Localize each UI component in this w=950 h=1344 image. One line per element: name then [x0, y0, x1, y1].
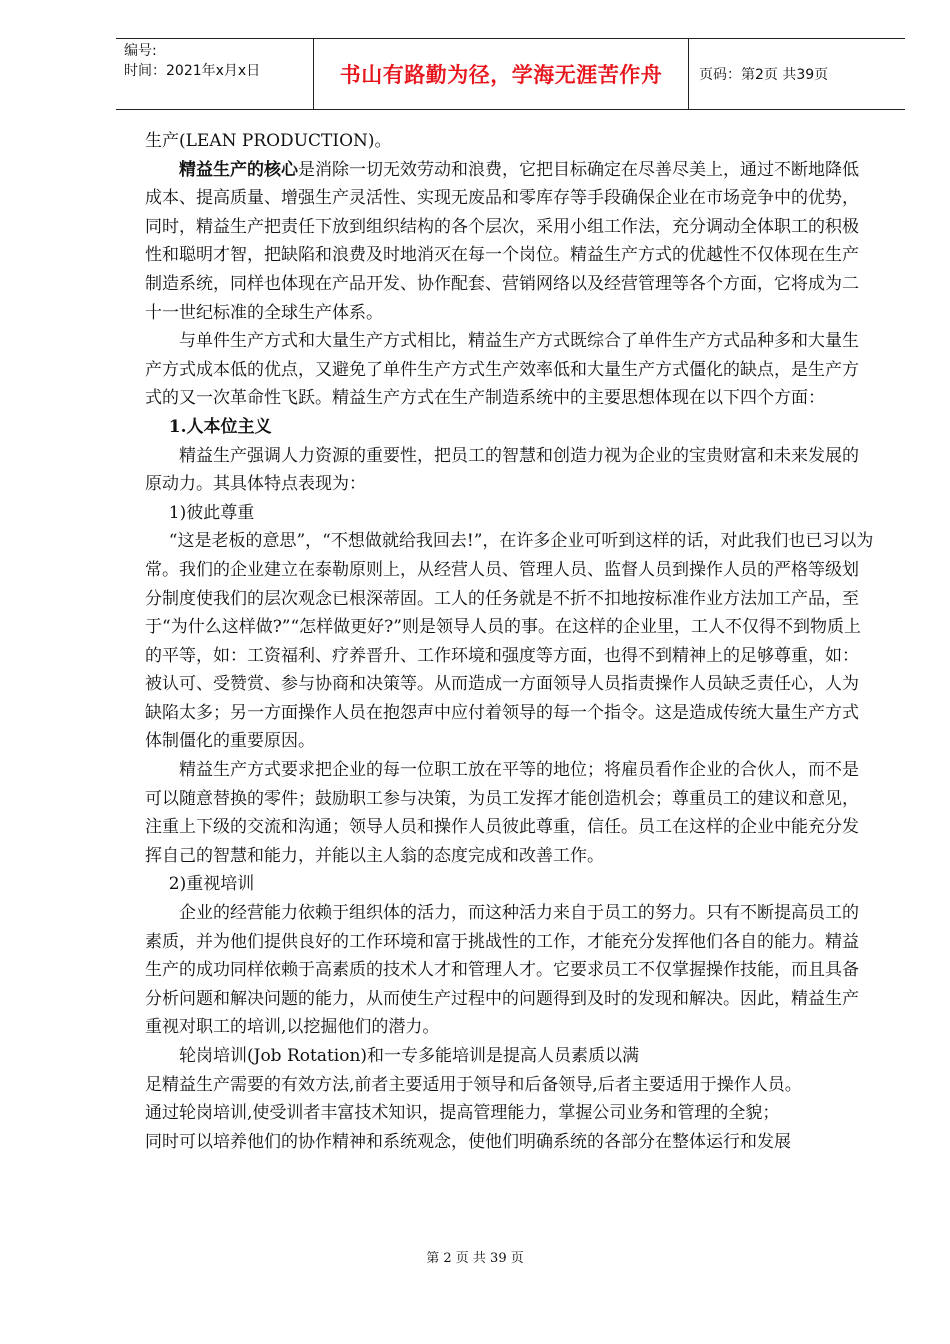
page-header [116, 38, 905, 110]
bold-term: 精益生产的核心 [179, 159, 298, 180]
header-meta [116, 39, 314, 109]
paragraph: 同时可以培养他们的协作精神和系统观念，使他们明确系统的各部分在整体运行和发展 [145, 1131, 791, 1152]
subsection-heading: 2)重视培训 [168, 874, 255, 895]
paragraph-text: 是消除一切无效劳动和浪费，它把目标确定在尽善尽美上，通过不断地降低成本、提高质量、增强生产灵活性、实现无废品和零库存等手段确保企业在市场竞争中的优势，同时，精益生产把责任下放到组织结构的各个层次，采用小组工作法，充分调动全体职工的积极性和聪明才智，把缺陷和浪费及时地消灭在每一个岗位。精益生产方式的优越性不仅体现在生产制造系统，同样也体现在产品开发、协作配套、营销网络以及经营管理等各个方面，它将成为二十一世纪标准的全球生产体系。 [145, 159, 859, 323]
document-body [145, 127, 875, 1156]
paragraph: 通过轮岗培训,使受训者丰富技术知识，提高管理能力，掌握公司业务和管理的全貌； [145, 1103, 780, 1124]
document-time-label: 时间：2021年x月x日 [124, 63, 261, 79]
section-heading: 1.人本位主义 [168, 416, 272, 437]
page-footer: 第 2 页 共 39 页 [426, 1251, 524, 1266]
paragraph: 足精益生产需要的有效方法,前者主要适用于领导和后备领导,后者主要适用于操作人员。 [145, 1074, 802, 1095]
paragraph: 与单件生产方式和大量生产方式相比，精益生产方式既综合了单件生产方式品种多和大量生产方式成本低的优点，又避免了单件生产方式生产效率低和大量生产方式僵化的缺点，是生产方式的又一次革命性飞跃。精益生产方式在生产制造系统中的主要思想体现在以下四个方面： [145, 331, 859, 409]
paragraph: 精益生产方式要求把企业的每一位职工放在平等的地位；将雇员看作企业的合伙人，而不是可以随意替换的零件；鼓励职工参与决策，为员工发挥才能创造机会；尊重员工的建议和意见，注重上下级的交流和沟通；领导人员和操作人员彼此尊重，信任。员工在这样的企业中能充分发挥自己的智慧和能力，并能以主人翁的态度完成和改善工作。 [145, 760, 859, 866]
subsection-heading: 1)彼此尊重 [168, 502, 255, 523]
paragraph: 企业的经营能力依赖于组织体的活力，而这种活力来自于员工的努力。只有不断提高员工的素质，并为他们提供良好的工作环境和富于挑战性的工作，才能充分发挥他们各自的能力。精益生产的成功同样依赖于高素质的技术人才和管理人才。它要求员工不仅掌握操作技能，而且具备分析问题和解决问题的能力，从而使生产过程中的问题得到及时的发现和解决。因此，精益生产重视对职工的培训,以挖掘他们的潜力。 [145, 903, 859, 1038]
paragraph: 生产(LEAN PRODUCTION)。 [145, 131, 392, 151]
paragraph: “这是老板的意思”，“不想做就给我回去!”，在许多企业可听到这样的话，对此我们也已习以为常。我们的企业建立在泰勒原则上，从经营人员、管理人员、监督人员到操作人员的严格等级划分制度使我们的层次观念已根深蒂固。工人的任务就是不折不扣地按标准作业方法加工产品，至于“为什么这样做?”“怎样做更好?”则是领导人员的事。在这样的企业里，工人不仅得不到物质上的平等，如：工资福利、疗养晋升、工作环境和强度等方面，也得不到精神上的足够尊重，如：被认可、受赞赏、参与协商和决策等。从而造成一方面领导人员指责操作人员缺乏责任心，人为缺陷太多；另一方面操作人员在抱怨声中应付着领导的每一个指令。这是造成传统大量生产方式体制僵化的重要原因。 [145, 531, 874, 752]
header-page-info: 页码：第2页 共39页 [699, 67, 829, 83]
header-motto: 书山有路勤为径，学海无涯苦作舟 [314, 39, 689, 109]
paragraph: 精益生产强调人力资源的重要性，把员工的智慧和创造力视为企业的宝贵财富和未来发展的原动力。其具体特点表现为： [145, 445, 859, 495]
document-number-label: 编号: [124, 43, 157, 59]
paragraph: 轮岗培训(Job Rotation)和一专多能培训是提高人员素质以满 [179, 1046, 640, 1066]
paragraph-core [145, 156, 875, 328]
